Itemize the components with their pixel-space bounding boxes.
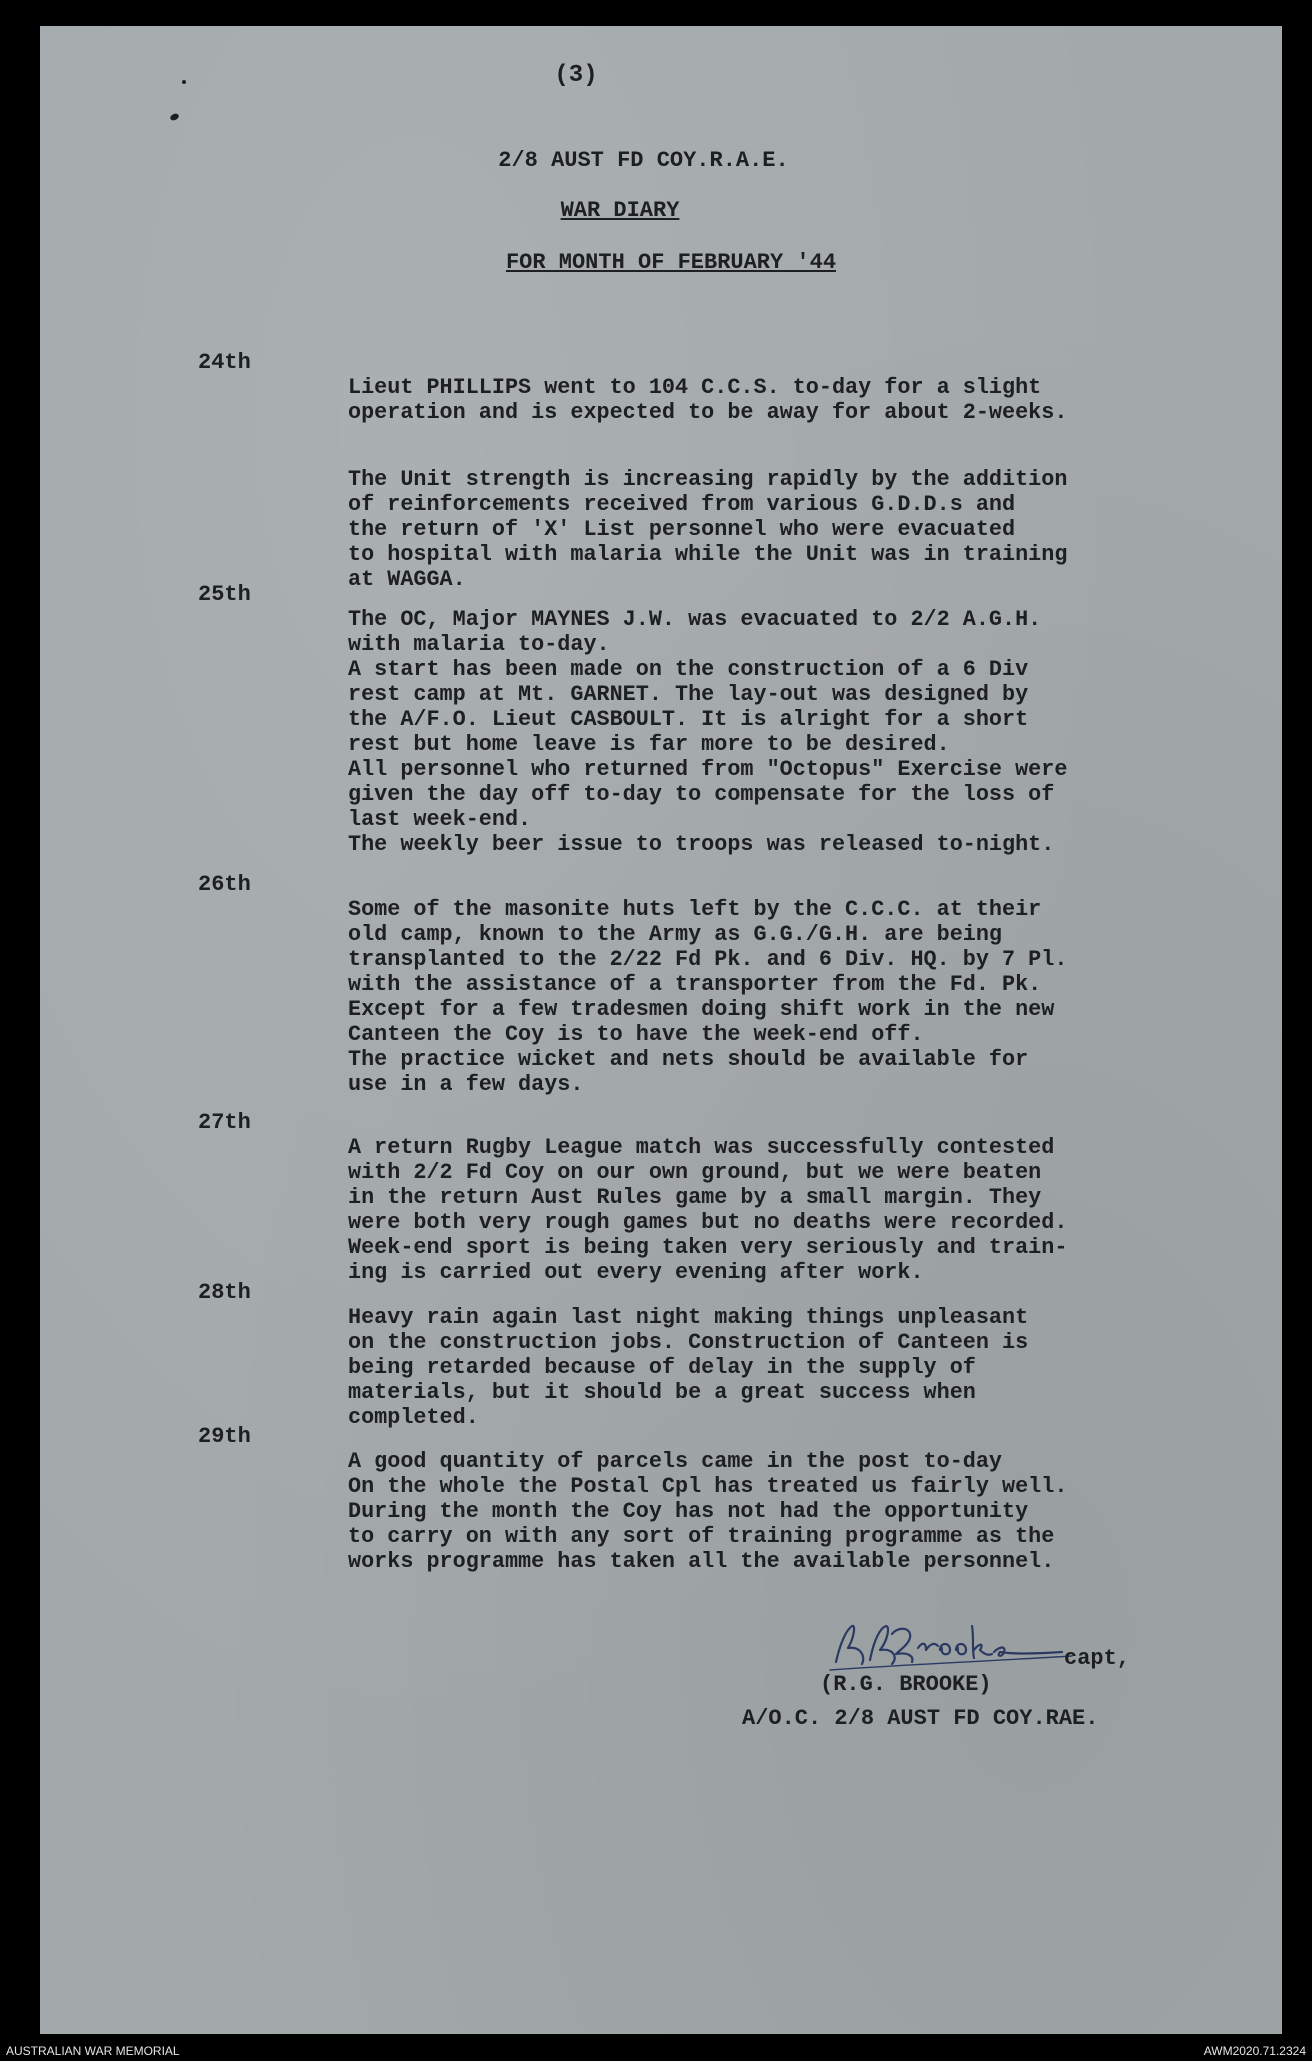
- period-heading: FOR MONTH OF FEBRUARY '44: [505, 250, 837, 275]
- signatory-name: (R.G. BROOKE): [820, 1672, 992, 1697]
- archive-credit: AUSTRALIAN WAR MEMORIAL: [6, 2044, 180, 2058]
- entry-paragraph: The Unit strength is increasing rapidly by the addition of reinforcements received from various G.D.D.s and the return of 'X' List personnel who were evacuated to hospital with malaria while the Unit was in training at WAGGA.: [348, 467, 1068, 592]
- entry-body: [348, 872, 1258, 1139]
- punch-mark: [169, 112, 180, 121]
- entry-date: 28th: [198, 1280, 251, 1305]
- signature-block: [742, 1604, 1260, 1774]
- entry-paragraph: A return Rugby League match was successfully contested with 2/2 Fd Coy on our own ground, but we were beaten in the return Aust Rules game by a small margin. They were both very rough games but no deaths were recorded. Week-end sport is being taken very seriously and train- ing is carried out every evening after work.: [348, 1135, 1068, 1285]
- entry-date: 27th: [198, 1110, 251, 1135]
- entry-date: 25th: [198, 582, 251, 607]
- entry-body: [348, 1424, 1258, 1616]
- signatory-position: A/O.C. 2/8 AUST FD COY.RAE.: [742, 1706, 1099, 1731]
- entry-date: 24th: [198, 350, 251, 375]
- unit-heading: 2/8 AUST FD COY.R.A.E.: [498, 148, 789, 173]
- entry-paragraph: Lieut PHILLIPS went to 104 C.C.S. to-day for a slight operation and is expected to be away for about 2-weeks.: [348, 375, 1068, 425]
- entry-paragraph: Heavy rain again last night making things unpleasant on the construction jobs. Construction of Canteen is being retarded because of delay in the supply of materials, but it should be a great success when completed.: [348, 1305, 1029, 1430]
- entry-body: [348, 582, 1258, 899]
- archive-reference: AWM2020.71.2324: [1203, 2044, 1306, 2058]
- signatory-rank: capt,: [1064, 1646, 1131, 1671]
- diary-entry: [198, 872, 1258, 1139]
- entry-paragraph: Some of the masonite huts left by the C.C.C. at their old camp, known to the Army as G.G./G.H. are being transplanted to the 2/22 Fd Pk. and 6 Div. HQ. by 7 Pl. with the assistance of a transporter from the Fd. Pk. Except for a few tradesmen doing shift work in the new Canteen the Coy is to have the week-end off. The practice wicket and nets should be available for use in a few days.: [348, 897, 1068, 1097]
- entry-paragraph: The OC, Major MAYNES J.W. was evacuated to 2/2 A.G.H. with malaria to-day. A start has been made on the construction of a 6 Div rest camp at Mt. GARNET. The lay-out was designed by the A/F.O. Lieut CASBOULT. It is alright for a short rest but home leave is far more to be desired. All personnel who returned from "Octopus" Exercise were given the day off to-day to compensate for the loss of last week-end. The weekly beer issue to troops was released to-night.: [348, 607, 1068, 857]
- diary-entry: [198, 582, 1258, 899]
- entry-date: 29th: [198, 1424, 251, 1449]
- entry-date: 26th: [198, 872, 251, 897]
- document-title: WAR DIARY: [560, 198, 680, 223]
- document-sheet: [40, 26, 1282, 2034]
- page-number: (3): [554, 62, 598, 89]
- entry-paragraph: A good quantity of parcels came in the post to-day On the whole the Postal Cpl has treated us fairly well. During the month the Coy has not had the opportunity to carry on with any sort of training programme as the works programme has taken all the available personnel.: [348, 1449, 1068, 1574]
- diary-entry: [198, 1424, 1258, 1616]
